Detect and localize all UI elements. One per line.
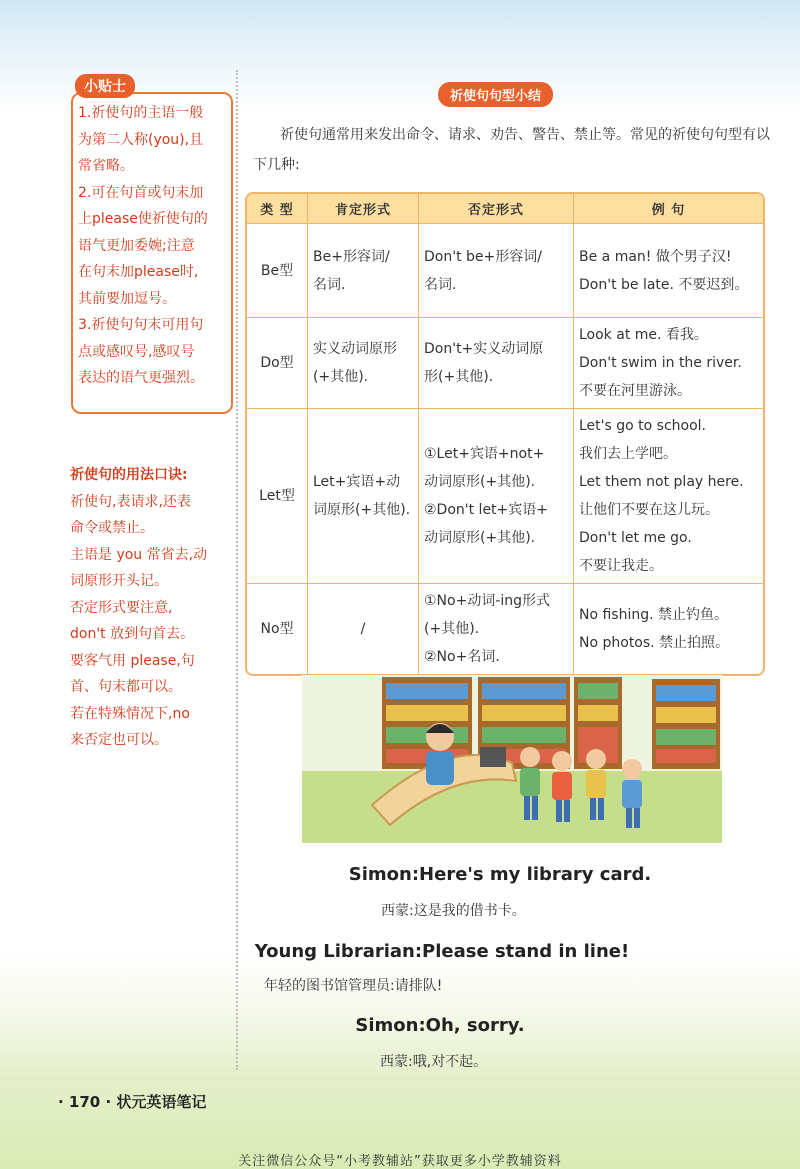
cell-line: 名词. (424, 276, 457, 293)
rhyme-line: 词原形开头记。 (70, 573, 168, 589)
summary-intro: 祈使句通常用来发出命令、请求、劝告、警告、禁止等。常见的祈使句句型有以下几种: (253, 127, 770, 173)
dialogue-line-zh: 年轻的图书馆管理员:请排队! (264, 978, 443, 994)
rhyme-line: 主语是 you 常省去,动 (70, 546, 208, 563)
dialogue-line-en: Simon:Oh, sorry. (355, 1015, 525, 1036)
cell-negative (419, 318, 574, 409)
tip-line: 点或感叹号,感叹号 (78, 343, 195, 360)
dialogue-line-zh: 西蒙:这是我的借书卡。 (381, 903, 526, 919)
cell-line: / (360, 621, 366, 637)
cell-negative (419, 584, 574, 674)
cell-line: (+其他). (313, 369, 369, 385)
cell-line: 实义动词原形 (313, 341, 397, 357)
tip-line: 常省略。 (78, 158, 134, 174)
rhyme-line: don't 放到句首去。 (70, 626, 195, 642)
cell-line: Look at me. 看我。 (579, 327, 708, 343)
cell-negative (419, 224, 574, 318)
header-negative: 否定形式 (419, 194, 574, 224)
cell-line: Don't be late. 不要迟到。 (579, 276, 749, 293)
cell-line: 动词原形(+其他). (424, 530, 536, 546)
rhyme-line: 若在特殊情况下,no (70, 705, 190, 722)
cell-positive (308, 318, 419, 409)
cell-line: Be+形容词/ (313, 248, 390, 265)
header-positive: 肯定形式 (308, 194, 419, 224)
cell-line: 让他们不要在这儿玩。 (579, 502, 719, 518)
cell-line: No photos. 禁止拍照。 (579, 635, 730, 651)
cell-line: (+其他). (424, 621, 480, 637)
cell-line: 动词原形(+其他). (424, 474, 536, 490)
cell-line: 词原形(+其他). (313, 502, 411, 518)
cell-type: No型 (247, 584, 308, 674)
librarian-figure (426, 723, 454, 785)
dialogue-line-en: Young Librarian:Please stand in line! (254, 941, 630, 962)
cell-line: ②Don't let+宾语+ (424, 502, 549, 518)
tip-title: 小贴士 (75, 74, 135, 98)
cell-line: ②No+名词. (424, 649, 500, 665)
table-row (247, 584, 763, 674)
usage-rhyme (70, 462, 236, 754)
cell-line: ①Let+宾语+not+ (424, 446, 545, 462)
dialogue-line-en: Simon:Here's my library card. (348, 864, 652, 885)
rhyme-line: 命令或禁止。 (70, 520, 154, 536)
tip-line: 1.祈使句的主语一般 (78, 105, 204, 121)
header-type: 类 型 (247, 194, 308, 224)
cell-line: 形(+其他). (424, 369, 494, 385)
cell-line: 我们去上学吧。 (579, 446, 677, 462)
tip-text (78, 100, 228, 392)
cell-type: Let型 (247, 409, 308, 584)
cell-line: 不要在河里游泳。 (579, 383, 691, 399)
cell-line: 不要让我走。 (579, 558, 663, 574)
cell-line: Let's go to school. (579, 418, 706, 434)
cell-line: Don't swim in the river. (579, 355, 742, 371)
column-divider (236, 70, 238, 1070)
cell-line: ①No+动词-ing形式 (424, 593, 551, 609)
table-row (247, 318, 763, 409)
cell-line: 名词. (313, 276, 346, 293)
cell-example (574, 584, 763, 674)
table-header-row (247, 194, 763, 224)
tip-line: 为第二人称(you),且 (78, 131, 204, 148)
dialogue-line-zh: 西蒙:哦,对不起。 (380, 1054, 488, 1070)
tip-line: 3.祈使句句末可用句 (78, 317, 204, 333)
tip-line: 语气更加委婉;注意 (78, 237, 195, 254)
cell-positive (308, 224, 419, 318)
footer-note: 关注微信公众号“小考教辅站”获取更多小学教辅资料 (238, 1154, 562, 1169)
table-row (247, 224, 763, 318)
rhyme-line: 否定形式要注意, (70, 599, 173, 616)
computer-monitor (480, 747, 506, 767)
tip-line: 其前要加逗号。 (78, 290, 176, 307)
table-row (247, 409, 763, 584)
cell-example (574, 224, 763, 318)
rhyme-line: 要客气用 please,句 (70, 652, 195, 669)
cell-example (574, 409, 763, 584)
cell-line: Don't+实义动词原 (424, 341, 544, 357)
tip-line: 上please使祈使句的 (78, 211, 208, 227)
rhyme-line: 首、句末都可以。 (70, 679, 182, 695)
cell-line: Don't let me go. (579, 530, 692, 546)
cell-type: Do型 (247, 318, 308, 409)
grammar-table (245, 192, 765, 676)
tip-line: 表达的语气更强烈。 (78, 370, 204, 386)
rhyme-line: 来否定也可以。 (70, 732, 168, 748)
cell-line: Don't be+形容词/ (424, 248, 542, 265)
cell-negative (419, 409, 574, 584)
cell-line: No fishing. 禁止钓鱼。 (579, 607, 729, 623)
cell-type: Be型 (247, 224, 308, 318)
cell-line: Let them not play here. (579, 474, 744, 490)
cell-line: Be a man! 做个男子汉! (579, 248, 732, 265)
summary-title: 祈使句句型小结 (438, 82, 553, 107)
rhyme-line: 祈使句,表请求,还表 (70, 493, 191, 510)
cell-positive (308, 409, 419, 584)
library-illustration (302, 675, 722, 843)
rhyme-title: 祈使句的用法口诀: (70, 467, 188, 483)
tip-line: 2.可在句首或句末加 (78, 184, 204, 201)
tip-line: 在句末加please时, (78, 264, 199, 280)
cell-line: Let+宾语+动 (313, 474, 401, 490)
cell-positive (308, 584, 419, 674)
page-number: · 170 · 状元英语笔记 (58, 1093, 207, 1111)
header-example: 例 句 (574, 194, 763, 224)
cell-example (574, 318, 763, 409)
